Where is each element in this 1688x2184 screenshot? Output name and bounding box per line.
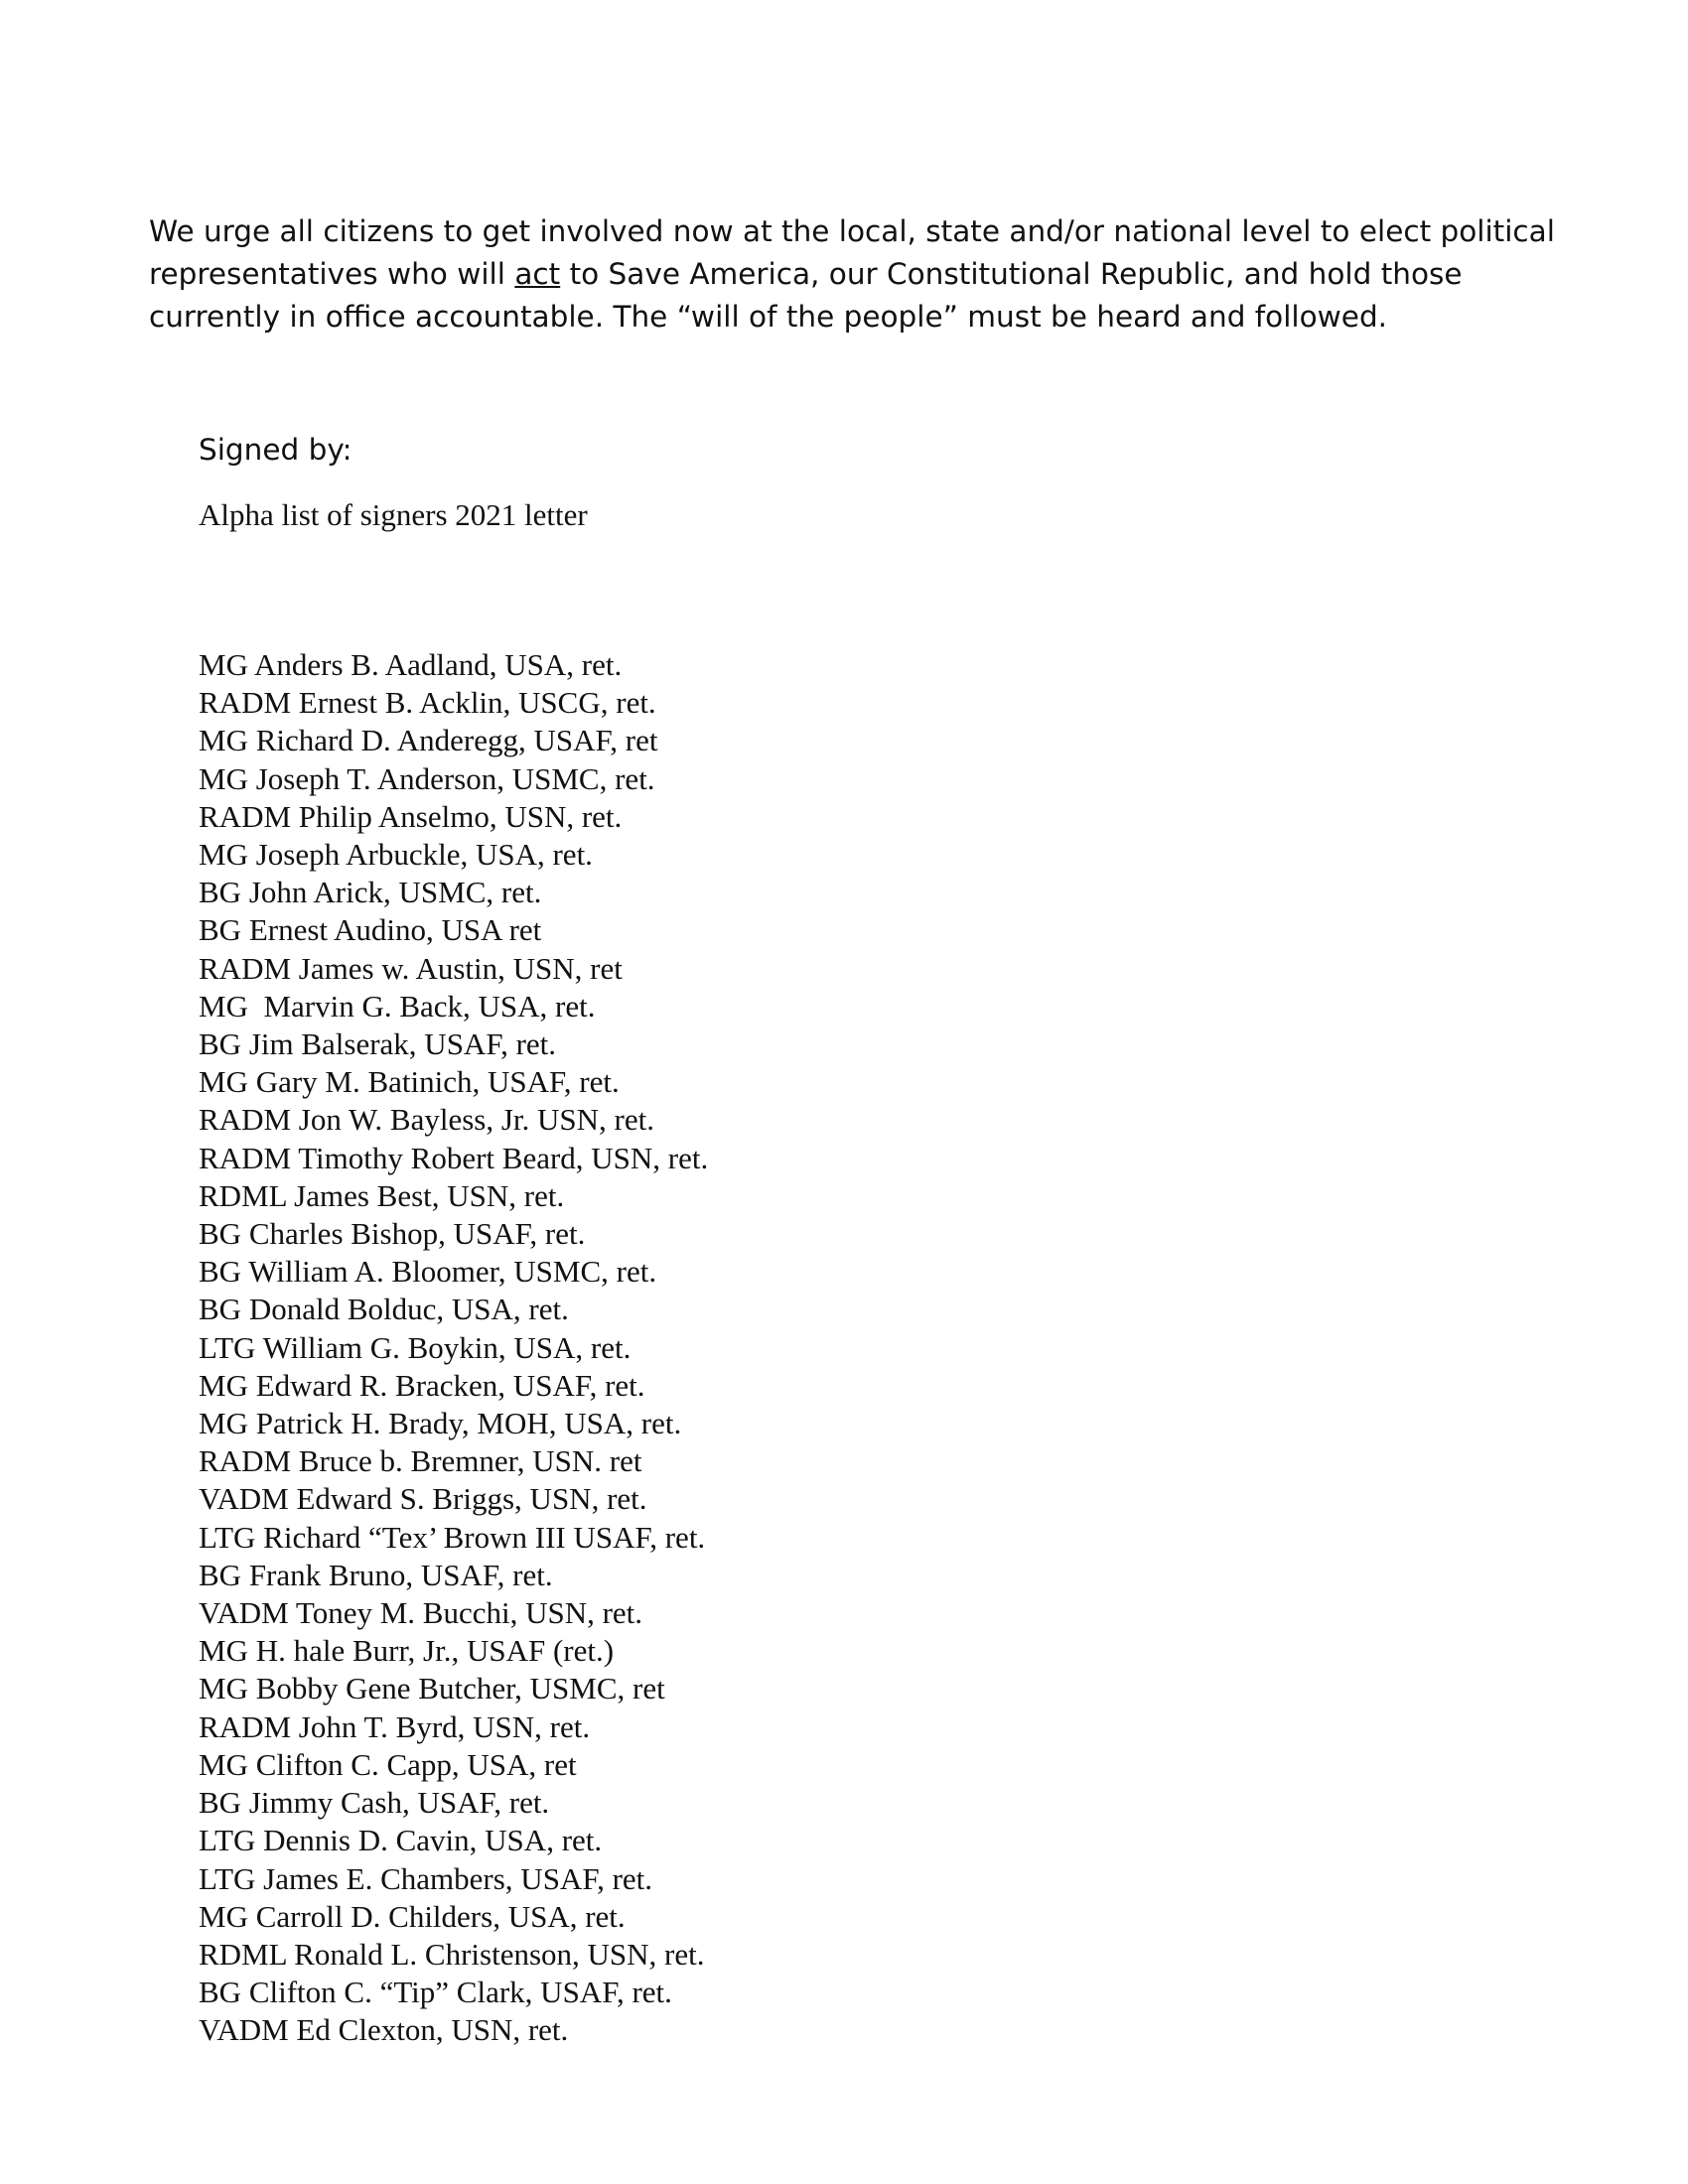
intro-paragraph — [149, 210, 1559, 339]
signer-entry: LTG Richard “Tex’ Brown III USAF, ret. — [199, 1519, 706, 1555]
signer-entry: BG Jim Balserak, USAF, ret. — [199, 1026, 557, 1062]
signed-by-label: Signed by: — [199, 433, 352, 467]
signer-entry: LTG William G. Boykin, USA, ret. — [199, 1329, 632, 1365]
signer-entry: RADM Timothy Robert Beard, USN, ret. — [199, 1140, 709, 1175]
signer-entry: LTG Dennis D. Cavin, USA, ret. — [199, 1823, 603, 1858]
signer-entry: MG Joseph T. Anderson, USMC, ret. — [199, 760, 655, 796]
signer-entry: RADM John T. Byrd, USN, ret. — [199, 1708, 591, 1744]
signer-entry: VADM Edward S. Briggs, USN, ret. — [199, 1481, 647, 1517]
signer-entry: RADM James w. Austin, USN, ret — [199, 950, 623, 986]
signer-entry: MG Gary M. Batinich, USAF, ret. — [199, 1064, 620, 1100]
signer-entry: BG Clifton C. “Tip” Clark, USAF, ret. — [199, 1975, 672, 2010]
signer-entry: LTG James E. Chambers, USAF, ret. — [199, 1860, 653, 1896]
signer-list-title: Alpha list of signers 2021 letter — [199, 497, 588, 532]
signer-entry: BG Ernest Audino, USA ret — [199, 912, 542, 948]
signer-entry: MG Richard D. Anderegg, USAF, ret — [199, 723, 658, 758]
signer-entry: BG Jimmy Cash, USAF, ret. — [199, 1785, 550, 1821]
signer-entry: BG Charles Bishop, USAF, ret. — [199, 1216, 586, 1252]
signer-entry: MG Bobby Gene Butcher, USMC, ret — [199, 1671, 665, 1706]
signer-entry: VADM Ed Clexton, USN, ret. — [199, 2012, 569, 2048]
signer-entry: BG William A. Bloomer, USMC, ret. — [199, 1254, 657, 1290]
signer-entry: BG Frank Bruno, USAF, ret. — [199, 1557, 553, 1592]
signer-entry: RDML James Best, USN, ret. — [199, 1177, 565, 1213]
signer-entry: VADM Toney M. Bucchi, USN, ret. — [199, 1595, 643, 1631]
signer-list — [199, 646, 708, 2050]
signer-entry: MG Marvin G. Back, USA, ret. — [199, 988, 596, 1024]
intro-underlined-word: act — [514, 257, 561, 291]
signer-entry: BG John Arick, USMC, ret. — [199, 875, 542, 910]
signer-entry: MG Edward R. Bracken, USAF, ret. — [199, 1367, 645, 1403]
signer-entry: RADM Bruce b. Bremner, USN. ret — [199, 1443, 642, 1479]
signer-entry: RADM Ernest B. Acklin, USCG, ret. — [199, 685, 656, 721]
signer-entry: MG Joseph Arbuckle, USA, ret. — [199, 837, 593, 873]
signer-entry: RADM Philip Anselmo, USN, ret. — [199, 798, 623, 834]
signer-entry: MG Anders B. Aadland, USA, ret. — [199, 647, 623, 682]
intro-text-part-1: We urge all citizens to get involved now at the local, state and/or national level to elect political representatives who will — [149, 214, 1555, 291]
signer-entry: BG Donald Bolduc, USA, ret. — [199, 1292, 569, 1327]
signer-entry: RADM Jon W. Bayless, Jr. USN, ret. — [199, 1102, 655, 1138]
signer-entry: MG Carroll D. Childers, USA, ret. — [199, 1898, 626, 1934]
signer-entry: MG Patrick H. Brady, MOH, USA, ret. — [199, 1406, 682, 1441]
signer-entry: MG H. hale Burr, Jr., USAF (ret.) — [199, 1633, 615, 1669]
intro-text-part-2: to Save America, our Constitutional Republic, and hold those currently in office accountable. The “will of the people” must be heard and followed. — [149, 257, 1463, 334]
signer-entry: MG Clifton C. Capp, USA, ret — [199, 1746, 577, 1782]
signer-entry: RDML Ronald L. Christenson, USN, ret. — [199, 1936, 705, 1972]
